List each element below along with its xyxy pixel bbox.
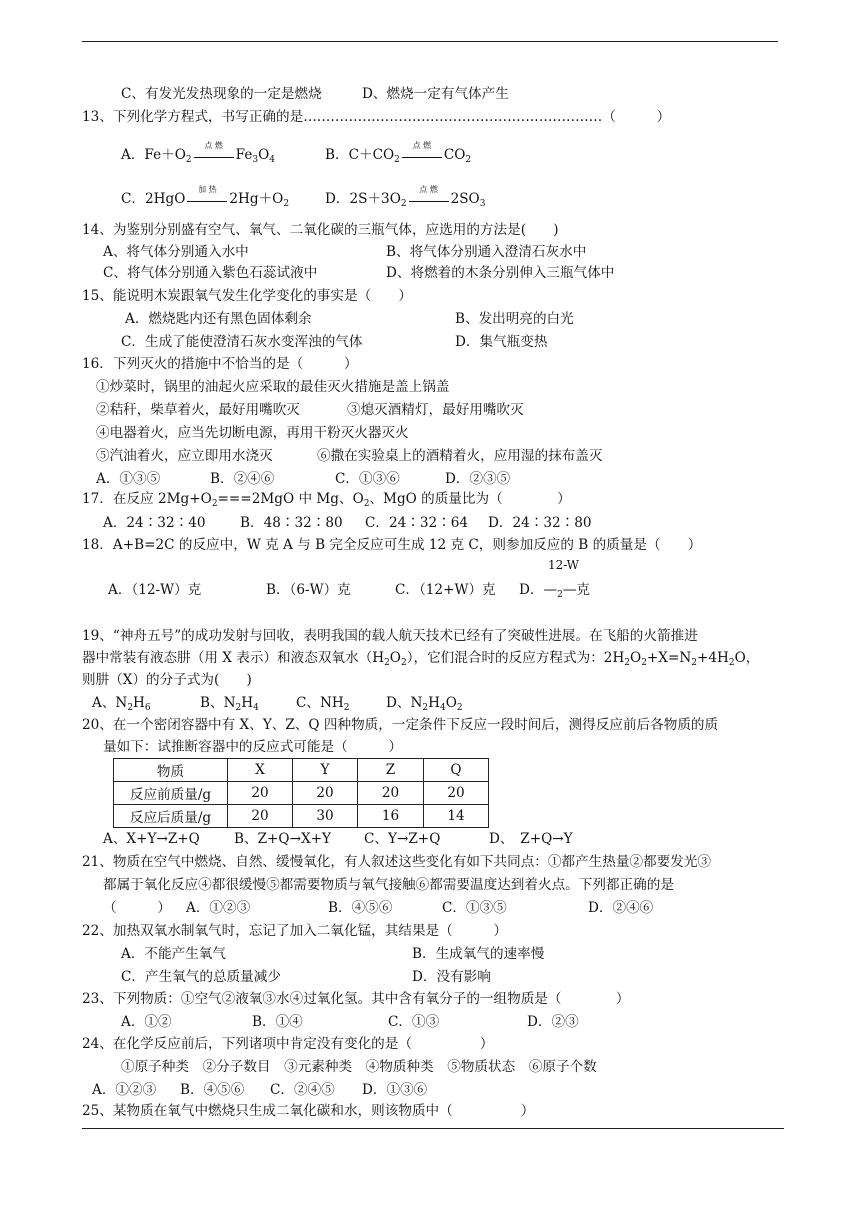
q24-option-a: A．①②③ xyxy=(92,1082,157,1098)
q23-option-a: A．①② xyxy=(121,1014,172,1030)
table-cell: Y xyxy=(293,759,358,782)
q22-option-c: C．产生氧气的总质量减少 xyxy=(121,969,281,985)
q16-item-3: ③熄灭酒精灯，最好用嘴吹灭 xyxy=(347,402,524,418)
q20-option-d: D、 Z+Q→Y xyxy=(489,831,573,847)
q23-option-b: B．①④ xyxy=(252,1014,303,1030)
q18-fraction-numerator: 12-W xyxy=(548,558,580,572)
q18-option-c: C．（12+W）克 xyxy=(395,582,496,598)
q17-option-d: D．24∶32∶80 xyxy=(488,515,592,531)
q18-fraction-denominator: 2 xyxy=(557,590,563,600)
q14-option-c: C、将气体分别通入紫色石蕊试液中 xyxy=(103,265,318,281)
q13-option-d: D．$2S+3O_2$ 点 燃 $2SO_3$ xyxy=(325,185,486,209)
table-cell: X xyxy=(228,759,293,782)
q15-option-c: C．生成了能使澄清石灰水变浑浊的气体 xyxy=(121,334,363,350)
q22-stem: 22、加热双氧水制氧气时，忘记了加入二氧化锰，其结果是（ ） xyxy=(82,923,508,939)
q16-option-c: C．①③⑥ xyxy=(335,471,400,487)
q13-stem: 13、下列化学方程式，书写正确的是…………………………………………………………（ ） xyxy=(82,109,671,125)
table-cell: 反应前质量/g xyxy=(114,782,228,805)
table-cell: 反应后质量/g xyxy=(114,805,228,828)
q18-option-d: D．$—_2—$克 xyxy=(519,582,591,600)
q14-stem: 14、为鉴别分别盛有空气、氧气、二氧化碳的三瓶气体，应选用的方法是( ) xyxy=(82,222,559,238)
q22-option-d: D．没有影响 xyxy=(412,969,491,985)
q17-option-a: A．24∶32∶40 xyxy=(103,515,206,531)
table-row xyxy=(114,805,489,828)
bottom-rule xyxy=(82,1128,784,1129)
q22-option-a: A．不能产生氧气 xyxy=(121,946,226,962)
q20-mass-table xyxy=(113,758,489,828)
q16-item-4: ④电器着火，应当先切断电源，再用干粉灭火器灭火 xyxy=(96,425,409,441)
table-cell: 20 xyxy=(293,782,358,805)
q25-stem: 25、某物质在氧气中燃烧只生成二氧化碳和水，则该物质中（ ） xyxy=(82,1103,535,1119)
table-cell: Q xyxy=(424,759,489,782)
table-cell: 20 xyxy=(358,782,424,805)
q16-item-1: ①炒菜时，锅里的油起火应采取的最佳灭火措施是盖上锅盖 xyxy=(96,379,450,395)
q15-option-b: B、发出明亮的白光 xyxy=(455,311,574,327)
table-row xyxy=(114,782,489,805)
q17-option-c: C．24∶32∶64 xyxy=(365,515,469,531)
q19-option-b: B、$N_2H_4$ xyxy=(200,695,259,713)
q16-option-d: D．②③⑤ xyxy=(445,471,511,487)
q20-line-2: 量如下：试推断容器中的反应式可能是（ ） xyxy=(103,739,403,755)
table-cell: 14 xyxy=(424,805,489,828)
q12-option-c: C、有发光发热现象的一定是燃烧 xyxy=(121,86,322,102)
q21-option-c: C．①③⑤ xyxy=(442,900,507,916)
q24-option-d: D．①③⑥ xyxy=(362,1082,428,1098)
table-header-row xyxy=(114,759,489,782)
table-cell: 16 xyxy=(358,805,424,828)
q16-option-b: B．②④⑥ xyxy=(210,471,275,487)
q21-option-b: B．④⑤⑥ xyxy=(328,900,393,916)
q23-stem: 23、下列物质：①空气②液氧③水④过氧化氢。其中含有氧分子的一组物质是（ ） xyxy=(82,991,630,1007)
q24-option-b: B．④⑤⑥ xyxy=(180,1082,245,1098)
table-cell: 20 xyxy=(228,805,293,828)
q16-item-2: ②秸秆，柴草着火，最好用嘴吹灭 xyxy=(96,402,300,418)
q13-option-b: B．$C+CO_2$ 点 燃 $CO_2$ xyxy=(325,141,472,165)
q23-option-c: C．①③ xyxy=(388,1014,440,1030)
q15-option-a: A．燃烧匙内还有黑色固体剩余 xyxy=(125,311,312,327)
q20-line-1: 20、在一个密闭容器中有 X、Y、Z、Q 四种物质，一定条件下反应一段时间后，测得反应前后各物质的质 xyxy=(82,717,719,733)
q12-option-d: D、燃烧一定有气体产生 xyxy=(362,86,509,102)
q18-option-a: A．（12-W）克 xyxy=(108,582,202,598)
q19-option-c: C、$NH_2$ xyxy=(296,695,350,713)
q17-stem: 17．在反应 $2Mg+O_2===2MgO$ 中 Mg、$O_2$、MgO 的质量比为（ ） xyxy=(82,491,571,509)
q21-line-2: 都属于氧化反应④都很缓慢⑤都需要物质与氧气接触⑥都需要温度达到着火点。下列都正确的是 xyxy=(103,877,674,893)
q21-answer-paren: （ ） xyxy=(103,900,171,916)
table-cell: 20 xyxy=(424,782,489,805)
q18-option-b: B．（6-W）克 xyxy=(266,582,351,598)
q19-line-1: 19、“神舟五号”的成功发射与回收，表明我国的载人航天技术已经有了突破性进展。在飞船的火箭推进 xyxy=(82,628,698,644)
q24-option-c: C．②④⑤ xyxy=(270,1082,335,1098)
q19-line-2: 器中常装有液态肼（用 X 表示）和液态双氧水$(H_2O_2)$，它们混合时的反应方程式为：$2H_2O_2+X=N_2+4H_2O$， xyxy=(82,650,760,668)
q22-option-b: B．生成氧气的速率慢 xyxy=(412,946,545,962)
q19-option-a: A、$N_2H_6$ xyxy=(92,695,151,713)
table-cell: 30 xyxy=(293,805,358,828)
q17-option-b: B．48∶32∶80 xyxy=(240,515,343,531)
q20-option-b: B、Z+Q→X+Y xyxy=(234,831,331,847)
q16-item-6: ⑥撒在实验桌上的酒精着火，应用湿的抹布盖灭 xyxy=(317,448,603,464)
q23-option-d: D．②③ xyxy=(527,1014,579,1030)
q15-option-d: D．集气瓶变热 xyxy=(455,334,548,350)
q14-option-b: B、将气体分别通入澄清石灰水中 xyxy=(386,244,587,260)
q21-option-d: D．②④⑥ xyxy=(588,900,654,916)
q14-option-a: A、将气体分别通入水中 xyxy=(103,244,249,260)
q18-stem: 18．A+B=2C 的反应中，W 克 A 与 B 完全反应可生成 12 克 C，则参加反应的 B 的质量是（ ） xyxy=(82,537,702,553)
q21-option-a: A．①②③ xyxy=(186,900,251,916)
q16-item-5: ⑤汽油着火，应立即用水浇灭 xyxy=(96,448,273,464)
q16-stem: 16．下列灭火的措施中不恰当的是（ ） xyxy=(82,356,358,372)
q16-option-a: A．①③⑤ xyxy=(96,471,161,487)
q24-items: ①原子种类 ②分子数目 ③元素种类 ④物质种类 ⑤物质状态 ⑥原子个数 xyxy=(121,1059,597,1075)
q24-stem: 24、在化学反应前后，下列诸项中肯定没有变化的是（ ） xyxy=(82,1036,494,1052)
table-cell: 20 xyxy=(228,782,293,805)
q20-option-c: C、Y→Z+Q xyxy=(364,831,441,847)
q13-option-a: A．$Fe+O_2$ 点 燃 $Fe_3O_4$ xyxy=(121,141,275,165)
q21-line-1: 21、物质在空气中燃烧、自然、缓慢氧化，有人叙述这些变化有如下共同点：①都产生热量②都要发光③ xyxy=(82,854,712,870)
q19-line-3: 则肼（X）的分子式为( ) xyxy=(82,672,252,688)
table-cell: Z xyxy=(358,759,424,782)
q15-stem: 15、能说明木炭跟氧气发生化学变化的事实是（ ） xyxy=(82,288,412,304)
top-rule xyxy=(82,41,778,42)
q13-option-c: C．2HgO 加 热 $2Hg+O_2$ xyxy=(121,185,290,209)
table-cell: 物质 xyxy=(114,759,228,782)
q19-option-d: D、$N_2H_4O_2$ xyxy=(386,695,463,713)
q14-option-d: D、将燃着的木条分别伸入三瓶气体中 xyxy=(386,265,615,281)
q20-option-a: A、X+Y→Z+Q xyxy=(103,831,200,847)
